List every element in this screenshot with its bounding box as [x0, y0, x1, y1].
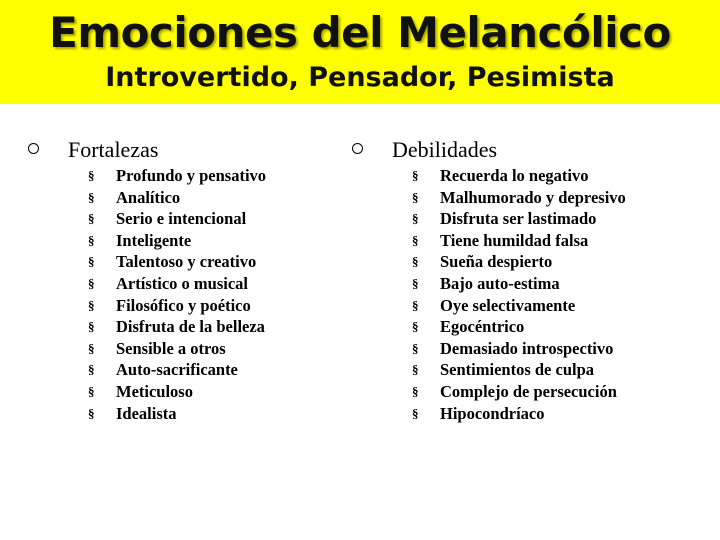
strength-item-text: Sensible a otros: [116, 338, 226, 358]
weakness-item-text: Tiene humildad falsa: [440, 230, 589, 250]
weaknesses-heading-text: Debilidades: [392, 137, 498, 162]
section-bullet-icon: §: [412, 232, 419, 248]
section-bullet-icon: §: [412, 297, 419, 313]
section-bullet-icon: §: [88, 254, 95, 270]
section-bullet-icon: §: [88, 319, 95, 335]
weakness-item: [352, 187, 712, 209]
section-bullet-icon: §: [88, 362, 95, 378]
section-bullet-icon: §: [88, 275, 95, 291]
weakness-item: [352, 338, 712, 360]
strength-item: [28, 273, 348, 295]
section-bullet-icon: §: [412, 275, 419, 291]
slide-title: Emociones del Melancólico: [49, 8, 671, 57]
strengths-column: [28, 135, 348, 424]
strength-item: [28, 208, 348, 230]
weakness-item-text: Oye selectivamente: [440, 295, 576, 315]
section-bullet-icon: §: [412, 189, 419, 205]
circle-bullet-icon: [28, 143, 39, 154]
strengths-heading-text: Fortalezas: [68, 137, 159, 162]
strength-item-text: Filosófico y poético: [116, 295, 251, 315]
weakness-item: [352, 359, 712, 381]
weakness-item: [352, 251, 712, 273]
strength-item-text: Profundo y pensativo: [116, 166, 267, 185]
strength-item-text: Disfruta de la belleza: [116, 317, 265, 337]
strength-item: [28, 230, 348, 252]
strength-item-text: Meticuloso: [116, 381, 193, 401]
section-bullet-icon: §: [88, 405, 95, 421]
weakness-item: [352, 316, 712, 338]
circle-bullet-icon: [352, 143, 363, 154]
section-bullet-icon: §: [412, 211, 419, 227]
strength-item-text: Talentoso y creativo: [116, 252, 257, 272]
weakness-item-text: Sueña despierto: [440, 252, 553, 272]
strength-item: [28, 251, 348, 273]
section-bullet-icon: §: [412, 362, 419, 378]
weakness-item-text: Disfruta ser lastimado: [440, 209, 597, 229]
weaknesses-heading: [352, 135, 712, 165]
strength-item: [28, 316, 348, 338]
weaknesses-column: [352, 135, 712, 424]
weakness-item: [352, 230, 712, 252]
section-bullet-icon: §: [88, 189, 95, 205]
strength-item: [28, 295, 348, 317]
weakness-item: [352, 273, 712, 295]
weakness-item-text: Sentimientos de culpa: [440, 360, 595, 380]
strength-item: [28, 187, 348, 209]
strength-item-text: Auto-sacrificante: [116, 360, 238, 380]
strengths-list: [28, 165, 348, 424]
weakness-item-text: Demasiado introspectivo: [440, 338, 614, 358]
strength-item: [28, 359, 348, 381]
weakness-item: [352, 403, 712, 425]
weakness-item: [352, 165, 712, 187]
strength-item-text: Artístico o musical: [116, 273, 248, 293]
strengths-heading: [28, 135, 348, 165]
weakness-item: [352, 208, 712, 230]
strength-item: [28, 338, 348, 360]
strength-item-text: Analítico: [116, 187, 181, 207]
section-bullet-icon: §: [412, 383, 419, 399]
strength-item-text: Idealista: [116, 403, 177, 423]
slide-subtitle: Introvertido, Pensador, Pesimista: [105, 62, 615, 93]
section-bullet-icon: §: [412, 254, 419, 270]
weakness-item: [352, 381, 712, 403]
weakness-item-text: Egocéntrico: [440, 317, 525, 337]
weakness-item-text: Hipocondríaco: [440, 403, 545, 423]
strength-item: [28, 403, 348, 425]
weakness-item-text: Complejo de persecución: [440, 381, 617, 401]
strength-item-text: Serio e intencional: [116, 209, 247, 229]
weakness-item-text: Malhumorado y depresivo: [440, 187, 626, 207]
weakness-item-text: Bajo auto-estima: [440, 273, 560, 293]
strength-item: [28, 165, 348, 187]
section-bullet-icon: §: [88, 297, 95, 313]
section-bullet-icon: §: [412, 319, 419, 335]
section-bullet-icon: §: [88, 232, 95, 248]
section-bullet-icon: §: [412, 405, 419, 421]
strength-item-text: Inteligente: [116, 230, 192, 250]
section-bullet-icon: §: [88, 168, 95, 183]
section-bullet-icon: §: [412, 168, 419, 183]
section-bullet-icon: §: [88, 340, 95, 356]
section-bullet-icon: §: [412, 340, 419, 356]
section-bullet-icon: §: [88, 211, 95, 227]
strength-item: [28, 381, 348, 403]
section-bullet-icon: §: [88, 383, 95, 399]
weakness-item-text: Recuerda lo negativo: [440, 166, 589, 185]
weaknesses-list: [352, 165, 712, 424]
weakness-item: [352, 295, 712, 317]
